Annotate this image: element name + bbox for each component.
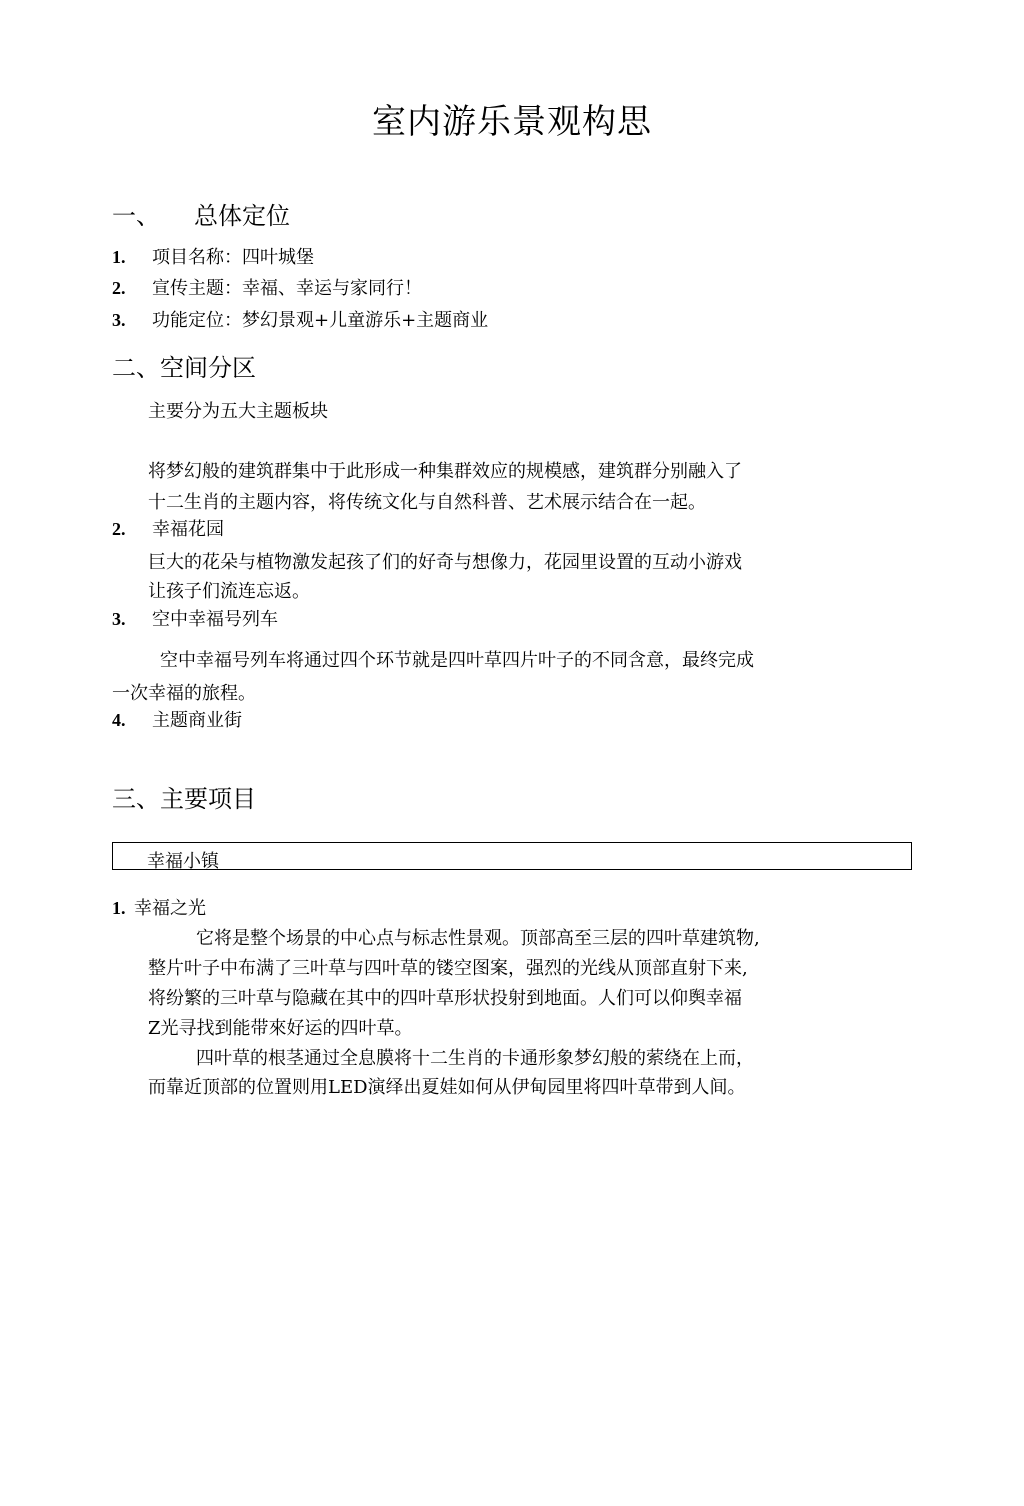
list-text: 空中幸福号列车 [152, 609, 278, 630]
list-item [112, 605, 278, 631]
list-number: 2. [112, 278, 126, 298]
paragraph-line: 四叶草的根茎通过全息膜将十二生肖的卡通形象梦幻般的萦绕在上而， [196, 1048, 754, 1069]
list-number: 1. [112, 247, 126, 267]
list-text: 宣传主题：幸福、幸运与家同行！ [152, 278, 422, 299]
paragraph-line: 一次幸福的旅程。 [112, 683, 256, 704]
paragraph-line: 整片叶子中布满了三叶草与四叶草的镂空图案，强烈的光线从顶部直射下来, [148, 958, 748, 979]
list-number: 3. [112, 310, 126, 330]
paragraph-line: 空中幸福号列车将通过四个环节就是四叶草四片叶子的不同含意，最终完成 [160, 650, 754, 671]
paragraph-line: 将纷繁的三叶草与隐藏在其中的四叶草形状投射到地面。人们可以仰舆幸福 [148, 988, 742, 1009]
list-item [112, 894, 206, 920]
list-item [112, 706, 242, 732]
project-box-label: 幸福小镇 [147, 851, 219, 872]
paragraph-line: Z光寻找到能带來好运的四叶草。 [148, 1018, 413, 1039]
list-item [112, 274, 422, 300]
section2-intro: 主要分为五大主题板块 [148, 401, 328, 422]
paragraph-line: 十二生肖的主题内容，将传统文化与自然科普、艺术展示结合在一起。 [148, 492, 706, 513]
list-number: 1. [112, 898, 126, 918]
paragraph-line: 将梦幻般的建筑群集中于此形成一种集群效应的规模感，建筑群分别融入了 [148, 461, 742, 482]
section1-number: 一、 [112, 202, 160, 230]
list-item [112, 306, 488, 332]
list-item [112, 243, 314, 269]
list-number: 2. [112, 519, 126, 539]
section1-heading: 总体定位 [194, 202, 290, 230]
paragraph-line: 它将是整个场景的中心点与标志性景观。顶部高至三层的四叶草建筑物, [196, 928, 760, 949]
list-text: 主题商业街 [152, 710, 242, 731]
paragraph-line: 让孩子们流连忘返。 [148, 581, 310, 602]
list-number: 4. [112, 710, 126, 730]
list-text: 功能定位：梦幻景观+儿童游乐+主题商业 [152, 310, 489, 331]
list-text: 项目名称：四叶城堡 [152, 247, 314, 268]
list-text: 幸福之光 [134, 898, 206, 919]
paragraph-line: 巨大的花朵与植物激发起孩了们的好奇与想像力，花园里设置的互动小游戏 [148, 552, 742, 573]
section3-heading: 三、主要项目 [112, 785, 256, 813]
list-number: 3. [112, 609, 126, 629]
project-box [112, 842, 912, 870]
list-item [112, 515, 224, 541]
paragraph-line: 而靠近顶部的位置则用LED演绎出夏娃如何从伊甸园里将四叶草带到人间。 [148, 1077, 746, 1098]
page-title: 室内游乐景观构思 [372, 102, 652, 142]
section2-heading: 二、空间分区 [112, 354, 256, 382]
list-text: 幸福花园 [152, 519, 224, 540]
